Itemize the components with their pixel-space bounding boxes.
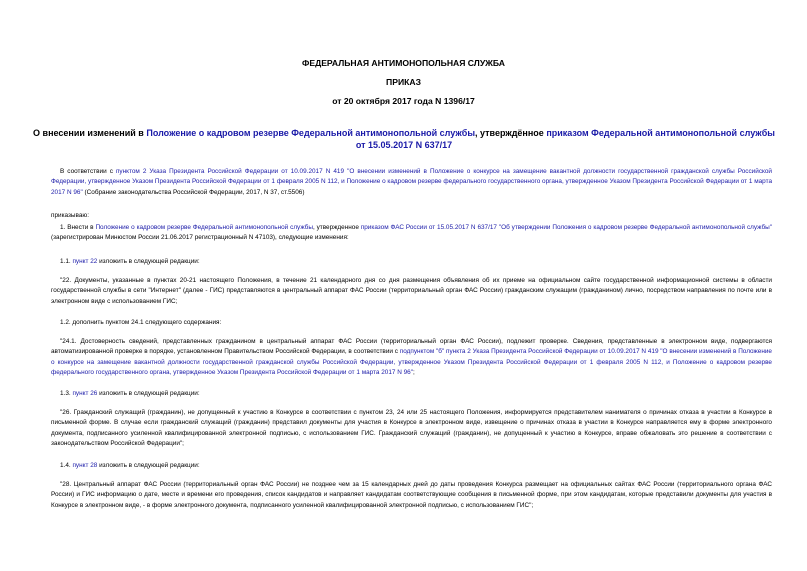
item-1-1-suffix: изложить в следующей редакции: (97, 258, 200, 265)
quote-item-22: "22. Документы, указанные в пунктах 20-21 настоящего Положения, в течение 21 календарного дня со дня размещения объявления об их приеме на официальном сайте государственной информационной системы в области государственной службы в сети "Интернет" (далее - ГИС) представляются в центральный аппарат ФАС России (территориальный орган ФАС России) гражданским служащим (гражданином) лично, посредством направления по почте или в электронном виде с использованием ГИС; (51, 277, 772, 305)
preamble-text-1: В соответствии с (60, 168, 116, 175)
item-1-4 (60, 461, 200, 471)
quote-24-1-text-2: ; (413, 369, 415, 377)
item-1-4-suffix: изложить в следующей редакции: (97, 462, 200, 469)
quote-24-1-text-1: "24.1. Достоверность сведений, представленных гражданином в центральный аппарат ФАС России (территориальный орган ФАС России), подлежит проверке. Сведения, представленные в электронном виде, подвергаются автоматизированной проверке в порядке, установленном Правительством Российской Федерации, в соответствии с (51, 338, 772, 356)
item-1-3-suffix: изложить в следующей редакции: (97, 390, 200, 397)
quote-item-26: "26. Гражданский служащий (гражданин), не допущенный к участию в Конкурсе в соответствии с пунктом 23, 24 или 25 настоящего Положения, информируется представителем нанимателя о причинах отказа в участии в Конкурсе в письменной форме. В случае если гражданский служащий (гражданин) представил документы для участия в Конкурсе в электронном виде, извещение о причинах отказа в участии в Конкурсе направляется ему в форме электронного документа, подписанного усиленной квалифицированной электронной подписью, с использованием ГИС. Гражданский служащий (гражданин), не допущенный к участию в Конкурсе, вправе обжаловать это решение в соответствии с законодательством Российской Федерации"; (51, 409, 772, 448)
item-1-1 (60, 257, 200, 267)
document-type: ПРИКАЗ (386, 77, 421, 87)
link-item-26[interactable]: пункт 26 (72, 390, 98, 397)
quote-item-24-1 (51, 337, 772, 379)
item-1-paragraph (51, 223, 772, 244)
link-item-28[interactable]: пункт 28 (72, 462, 98, 469)
item-1-4-prefix: 1.4. (60, 462, 73, 469)
item-1-1-prefix: 1.1. (60, 258, 73, 265)
link-subitem-b-item-2-decree-419[interactable]: подпунктом "б" пункта 2 Указа Президента Российской Федерации от 10.09.2017 N 419 "О внесении изменений в Положение о конкурсе на замещение вакантной должности государственной гражданской службы Российской Федерации, утвержденное Указом Президента Российской Федерации от 1 февраля 2005 N 112, и Положение о кадровом резерве федерального государственного органа, утвержденное Указом Президента Российской Федерации от 1 марта 2017 N 96" (51, 348, 772, 377)
link-regulation-personnel-reserve-2[interactable]: Положение о кадровом резерве Федеральной антимонопольной службы (95, 224, 313, 231)
link-decree-419-item-2[interactable]: пунктом 2 Указа Президента Российской Федерации от 10.09.2017 N 419 "О внесении изменений в Положение о конкурсе на замещение вакантной должности государственной гражданской службы Российской Федерации, утвержденное Указом Президента Российской Федерации от 1 февраля 2005 N 112, и Положение о кадровом резерве федерального государственного органа, утвержденное Указом Президента Российской Федерации от 1 марта 2017 N 96" (51, 168, 773, 196)
document-date-number: от 20 октября 2017 года N 1396/17 (332, 96, 475, 106)
link-regulation-personnel-reserve[interactable]: Положение о кадровом резерве Федеральной антимонопольной службы (146, 128, 476, 138)
order-word: приказываю: (51, 212, 89, 219)
link-order-637-17[interactable]: приказом Федеральной антимонопольной службы от 15.05.2017 N 637/17 (355, 128, 775, 150)
preamble-paragraph (51, 167, 772, 198)
item-1-3-prefix: 1.3. (60, 390, 73, 397)
quote-item-28: "28. Центральный аппарат ФАС России (территориальный орган ФАС России) не позднее чем за 15 календарных дней до даты проведения Конкурса размещает на официальных сайтах ФАС России (территориального органа ФАС России) и ГИС информацию о дате, месте и времени его проведения, список кандидатов и направляет кандидатам соответствующие сообщения в письменной форме, при этом кандидатам, которые представили документы для участия в Конкурсе в электронном виде, - в форме электронного документа, подписанного усиленной квалифицированной электронной подписью, с использованием ГИС"; (51, 481, 772, 509)
item-1-text-1: 1. Внести в (60, 224, 96, 231)
agency-title: ФЕДЕРАЛЬНАЯ АНТИМОНОПОЛЬНАЯ СЛУЖБА (302, 58, 505, 68)
item-1-2: 1.2. дополнить пунктом 24.1 следующего содержания: (60, 319, 222, 326)
item-1-3 (60, 389, 200, 399)
preamble-text-2: (Собрание законодательства Российской Федерации, 2017, N 37, ст.5506) (82, 188, 305, 196)
item-1-text-3: (зарегистрирован Минюстом России 21.06.2017 регистрационный N 47103), следующие изменения: (51, 234, 349, 242)
subject-text-2: , утверждённое (475, 128, 547, 138)
document-subject (28, 127, 780, 151)
link-order-fas-637-17[interactable]: приказом ФАС России от 15.05.2017 N 637/17 "Об утверждении Положения о кадровом резерве Федеральной антимонопольной службы" (360, 224, 773, 231)
subject-text-1: О внесении изменений в (33, 128, 147, 138)
item-1-text-2: , утвержденное (312, 224, 361, 231)
link-item-22[interactable]: пункт 22 (72, 258, 98, 265)
